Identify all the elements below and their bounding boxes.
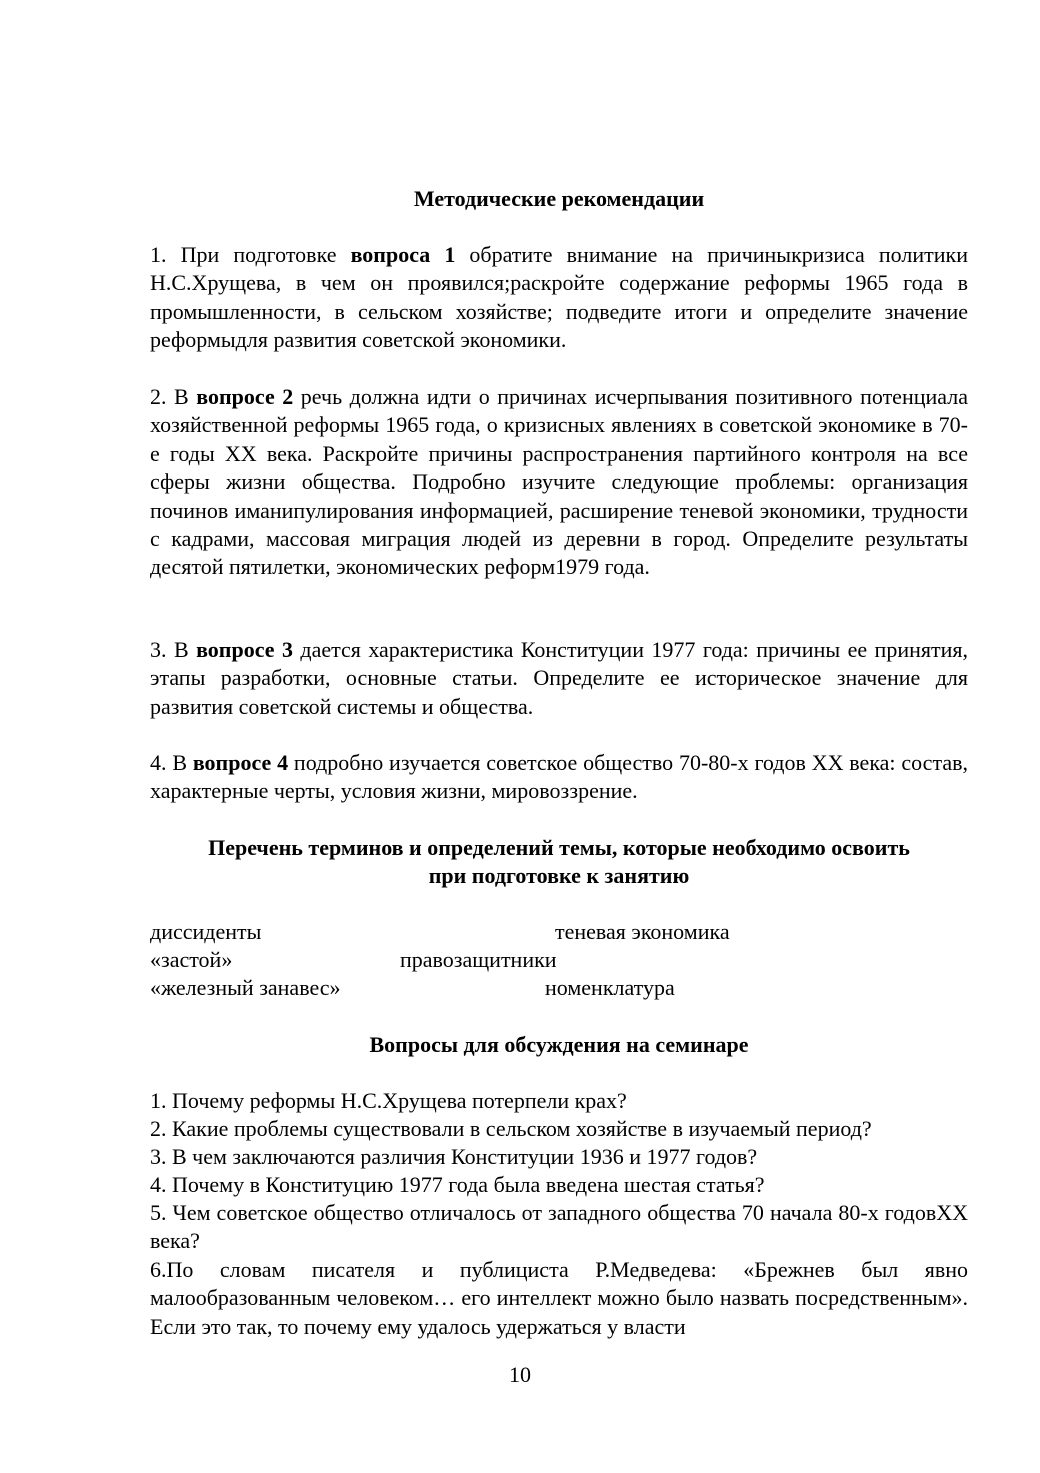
bold-question-label: вопроса 1 xyxy=(350,242,456,267)
paragraph-text: 2. В xyxy=(150,384,197,409)
section-title-terms-line1: Перечень терминов и определений темы, которые необходимо освоить xyxy=(208,835,910,860)
section-title-methodical: Методические рекомендации xyxy=(413,186,705,211)
paragraph-text: подробно изучается советское общество 70-80-х годов XX века: состав, характерные черты, условия жизни, мировоззрение. xyxy=(150,750,968,804)
seminar-question: 6.По словам писателя и публициста Р.Медведева: «Брежнев был явно малообразованным человеком… его интеллект можно было назвать посредственным». Если это так, то почему ему удалось удержаться у власти xyxy=(150,1257,968,1339)
seminar-question: 5. Чем советское общество отличалось от западного общества 70 начала 80-х годовXX века? xyxy=(150,1200,968,1254)
paragraph-question-4 xyxy=(150,749,968,806)
term-item: диссиденты xyxy=(150,919,262,944)
paragraph-text: 1. При подготовке xyxy=(150,242,351,267)
paragraph-text: дается характеристика Конституции 1977 года: причины ее принятия, этапы разработки, основные статьи. Определите ее историческое значение для развития советской системы и общества. xyxy=(150,637,968,719)
paragraph-text: 4. В xyxy=(150,750,193,775)
term-item: номенклатура xyxy=(545,975,675,1000)
paragraph-question-3 xyxy=(150,636,968,721)
seminar-question: 3. В чем заключаются различия Конституции 1936 и 1977 годов? xyxy=(150,1144,758,1169)
bold-question-label: вопросе 3 xyxy=(196,637,293,662)
term-item: теневая экономика xyxy=(555,919,730,944)
paragraph-question-1 xyxy=(150,241,968,355)
section-title-questions: Вопросы для обсуждения на семинаре xyxy=(369,1032,749,1057)
bold-question-label: вопросе 4 xyxy=(192,750,289,775)
seminar-question: 4. Почему в Конституцию 1977 года была введена шестая статья? xyxy=(150,1172,765,1197)
bold-question-label: вопросе 2 xyxy=(196,384,294,409)
paragraph-text: 3. В xyxy=(150,637,197,662)
section-title-terms-line2: при подготовке к занятию xyxy=(428,863,690,888)
paragraph-text: обратите внимание на причиныкризиса политики Н.С.Хрущева, в чем он проявился;раскройте содержание реформы 1965 года в промышленности, в сельском хозяйстве; подведите итоги и определите значение реформыдля развития советской экономики. xyxy=(150,242,968,353)
paragraph-question-2 xyxy=(150,383,968,582)
term-item: «застой» xyxy=(150,947,233,972)
term-item: «железный занавес» xyxy=(150,975,341,1000)
page-number: 10 xyxy=(509,1362,531,1387)
seminar-question: 1. Почему реформы Н.С.Хрущева потерпели крах? xyxy=(150,1088,627,1113)
term-item: правозащитники xyxy=(400,947,557,972)
seminar-question: 2. Какие проблемы существовали в сельском хозяйстве в изучаемый период? xyxy=(150,1116,872,1141)
paragraph-text: речь должна идти о причинах исчерпывания позитивного потенциала хозяйственной реформы 1965 года, о кризисных явлениях в советской экономике в 70-е годы XX века. Раскройте причины распространения партийного контроля на все сферы жизни общества. Подробно изучите следующие проблемы: организация починов иманипулирования информацией, расширение теневой экономики, трудности с кадрами, массовая миграция людей из деревни в город. Определите результаты десятой пятилетки, экономических реформ1979 года. xyxy=(150,384,968,580)
